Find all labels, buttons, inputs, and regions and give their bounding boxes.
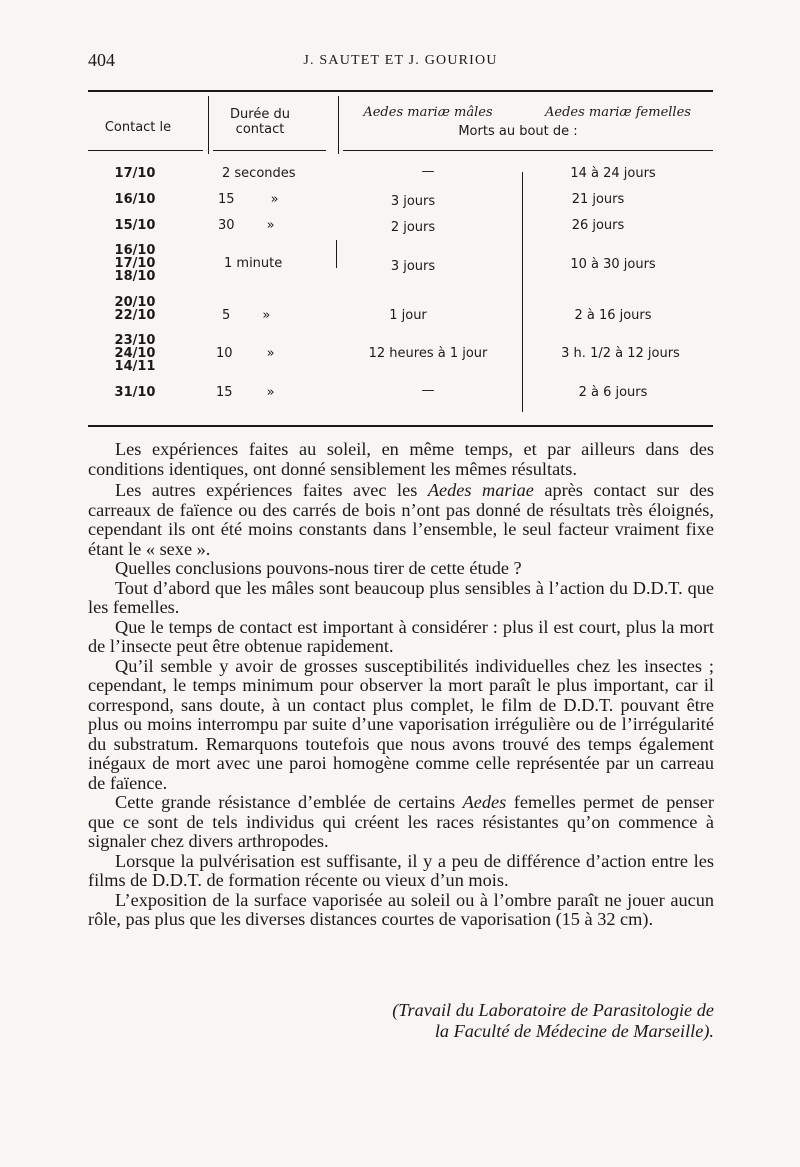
text-run: Les autres expériences faites avec les <box>115 480 428 500</box>
table-row-7-duree: 15 » <box>216 385 275 400</box>
table-row-4-dates: 16/10 17/10 18/10 <box>114 243 156 284</box>
text-run: Cette grande résistance d’emblée de certains <box>115 792 463 812</box>
column-divider <box>336 240 337 268</box>
table-row-3-dates: 15/10 <box>114 218 156 233</box>
column-divider <box>208 96 209 154</box>
table-row-2-dates: 16/10 <box>114 192 156 207</box>
table-row-1-femelles: 14 à 24 jours <box>570 166 656 181</box>
table-row-3-males: 2 jours <box>390 220 436 235</box>
table-row-2-males: 3 jours <box>390 194 436 209</box>
paragraph: L’exposition de la surface vaporisée au soleil ou à l’ombre paraît ne jouer aucun rôle, pas plus que les diverses distances courtes de vaporisation (15 à 32 cm). <box>88 889 714 929</box>
table-row-3-femelles: 26 jours <box>571 218 625 233</box>
col-header-duree: Durée du contact <box>230 107 290 137</box>
header-rule <box>88 150 203 151</box>
species-name: Aedes <box>462 792 507 812</box>
table-row-1-dates: 17/10 <box>114 166 156 181</box>
column-divider <box>522 172 523 412</box>
table-row-5-duree: 5 » <box>222 308 271 323</box>
page-number: 404 <box>88 50 115 70</box>
table-row-1-males: — <box>421 164 435 179</box>
table-row-6-femelles: 3 h. 1/2 à 12 jours <box>561 346 680 361</box>
table-row-7-femelles: 2 à 6 jours <box>578 385 648 400</box>
table-bottom-rule <box>88 425 713 427</box>
paragraph <box>88 481 714 559</box>
table-row-5-males: 1 jour <box>389 308 427 323</box>
results-table <box>88 90 713 415</box>
paragraph: Les expériences faites au soleil, en même temps, et par ailleurs dans des conditions identiques, ont donné sensiblement les mêmes résultats. <box>88 439 714 479</box>
table-row-2-duree: 15 » <box>218 192 279 207</box>
body-text <box>88 440 714 930</box>
table-row-6-males: 12 heures à 1 jour <box>368 346 488 361</box>
laboratory-credit <box>270 1000 714 1042</box>
paragraph <box>88 793 714 852</box>
table-row-7-dates: 31/10 <box>114 385 156 400</box>
header-rule <box>343 150 713 151</box>
table-row-1-duree: 2 secondes <box>222 166 296 181</box>
table-row-3-duree: 30 » <box>218 218 275 233</box>
credit-line-2: la Faculté de Médecine de Marseille). <box>434 1021 714 1041</box>
species-name: Aedes mariae <box>427 480 534 500</box>
col-header-males: Aedes mariæ mâles <box>363 105 493 120</box>
column-divider <box>338 96 339 154</box>
paragraph: Que le temps de contact est important à considérer : plus il est court, plus la mort de l’insecte peut être obtenue rapidement. <box>88 616 714 656</box>
table-row-5-dates: 20/10 22/10 <box>114 295 156 323</box>
col-header-contact: Contact le <box>104 120 172 135</box>
table-row-4-femelles: 10 à 30 jours <box>570 257 656 272</box>
table-row-5-femelles: 2 à 16 jours <box>574 308 652 323</box>
table-row-6-duree: 10 » <box>216 346 275 361</box>
running-title: J. SAUTET ET J. GOURIOU <box>303 53 498 68</box>
paragraph: Tout d’abord que les mâles sont beaucoup plus sensibles à l’action du D.D.T. que les femelles. <box>88 577 714 617</box>
col-header-femelles: Aedes mariæ femelles <box>545 105 691 120</box>
table-row-6-dates: 23/10 24/10 14/11 <box>114 333 156 374</box>
text-run: après contact sur des carreaux de faïence ou des carrés de bois n’ont pas donné de résultats très éloignés, cependant ils ont été moins constants dans l’ensemble, le seul facteur vraiment fixe étant le « sexe ». <box>88 480 714 559</box>
header-rule <box>213 150 326 151</box>
paragraph: Lorsque la pulvérisation est suffisante, il y a peu de différence d’action entre les films de D.D.T. de formation récente ou vieux d’un mois. <box>88 850 714 890</box>
paragraph: Quelles conclusions pouvons-nous tirer de cette étude ? <box>115 558 522 578</box>
table-row-4-duree: 1 minute <box>224 256 283 271</box>
table-top-rule <box>88 90 713 92</box>
text-run: femelles permet de penser que ce sont de tels individus qui créent les races résistantes qu’on commence à signaler chez divers arthropodes. <box>88 792 715 851</box>
running-header <box>88 50 713 76</box>
paragraph: Qu’il semble y avoir de grosses susceptibilités individuelles chez les insectes ; cependant, le temps minimum pour observer la mort paraît le plus important, car il correspond, sans doute, à un contact plus complet, le film de D.D.T. pouvant être plus ou moins interrompu par suite d’une vaporisation irrégulière ou de l’irrégularité du substratum. Remarquons toutefois que nous avons trouvé des temps également inégaux de mort avec une paroi homogène comme celle représentée par un carreau de faïence. <box>88 655 714 793</box>
table-row-7-males: — <box>421 383 435 398</box>
table-row-4-males: 3 jours <box>390 259 436 274</box>
credit-line-1: (Travail du Laboratoire de Parasitologie de <box>392 1000 714 1020</box>
col-header-morts: Morts au bout de : <box>458 124 578 139</box>
table-row-2-femelles: 21 jours <box>571 192 625 207</box>
